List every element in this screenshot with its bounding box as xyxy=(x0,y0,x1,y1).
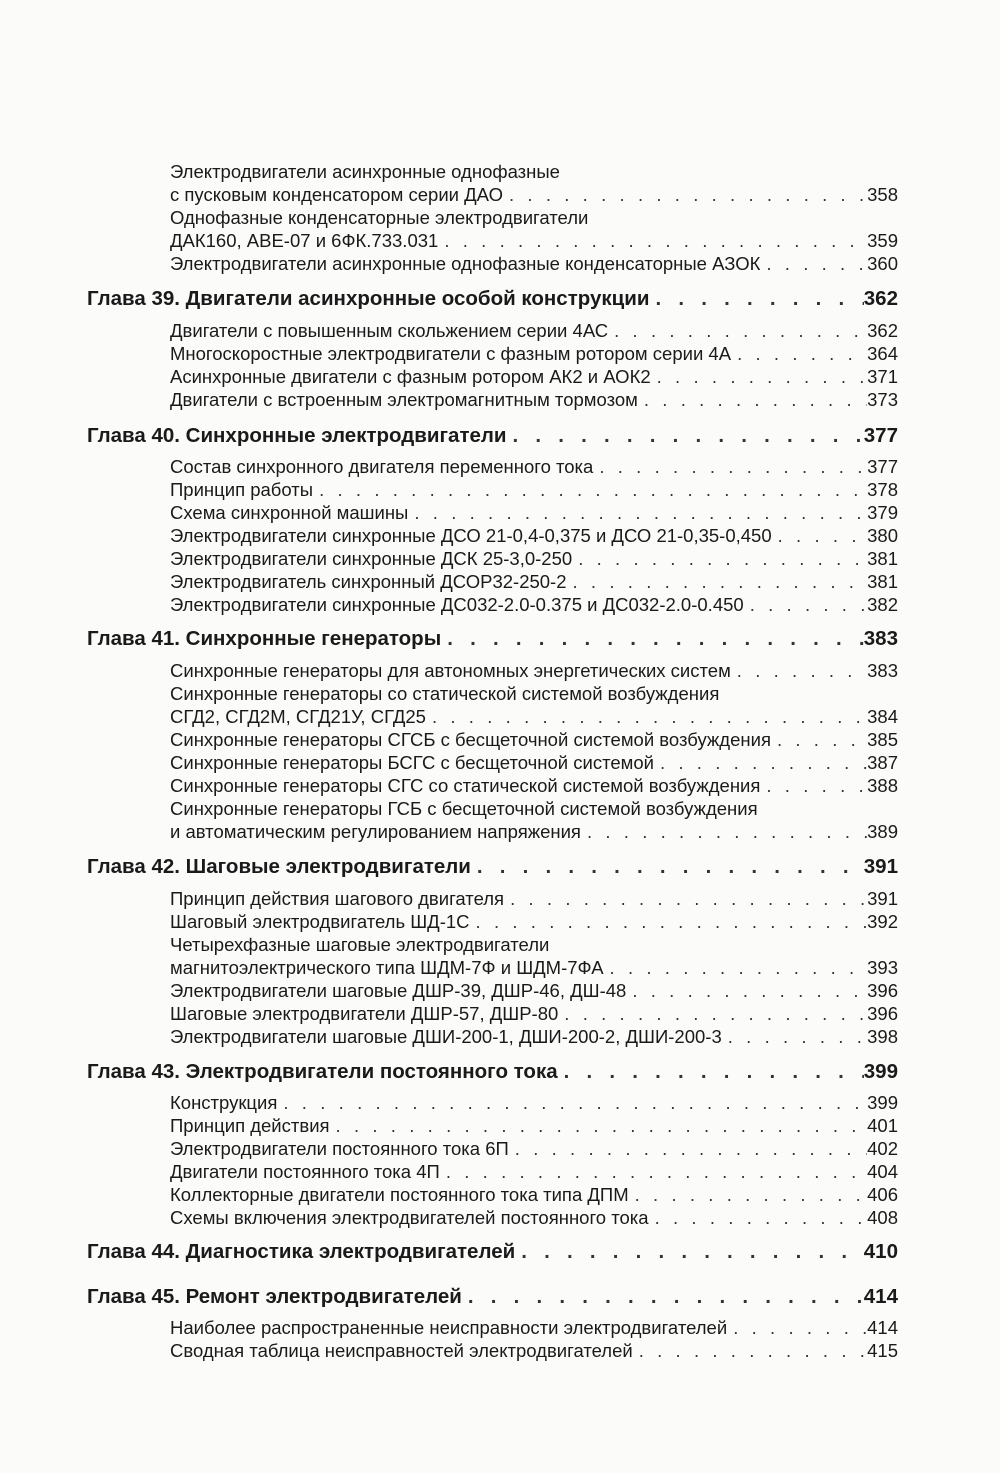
chapter-title: Глава 42. Шаговые электродвигатели xyxy=(87,855,471,878)
section-title: Шаговые электродвигатели ДШР-57, ДШР-80 xyxy=(170,1003,559,1024)
section-line-1: Синхронные генераторы ГСБ с бесщеточной системой возбуждения xyxy=(170,798,758,819)
dot-leader xyxy=(604,956,868,979)
section-title: магнитоэлектрического типа ШДМ-7Ф и ШДМ-7ФА xyxy=(170,957,604,978)
page-number: 360 xyxy=(867,253,898,274)
page-number: 381 xyxy=(867,571,898,592)
section-title: Электродвигатели синхронные ДСО 21-0,4-0,375 и ДСО 21-0,35-0,450 xyxy=(170,525,772,546)
section-title: Синхронные генераторы БСГС с бесщеточной системой xyxy=(170,752,654,773)
page-number: 399 xyxy=(867,1092,898,1113)
dot-leader xyxy=(654,751,867,774)
toc-chapter[interactable] xyxy=(87,853,898,881)
dot-leader xyxy=(504,887,867,910)
dot-leader xyxy=(471,853,864,881)
page-number: 364 xyxy=(867,343,898,364)
chapter-title: Глава 43. Электродвигатели постоянного тока xyxy=(87,1060,558,1083)
dot-leader xyxy=(277,1091,867,1114)
dot-leader xyxy=(731,342,867,365)
page-number: 406 xyxy=(867,1184,898,1205)
section-title: Синхронные генераторы для автономных энергетических систем xyxy=(170,660,731,681)
dot-leader xyxy=(608,319,867,342)
toc-chapter[interactable] xyxy=(87,1283,898,1311)
toc-entry[interactable] xyxy=(170,319,898,342)
section-title: Электродвигатели синхронные ДС032-2.0-0.375 и ДС032-2.0-0.450 xyxy=(170,594,744,615)
toc-entry[interactable] xyxy=(170,388,898,411)
page-number: 380 xyxy=(867,525,898,546)
dot-leader xyxy=(313,478,867,501)
page-number: 385 xyxy=(867,729,898,750)
toc-entry[interactable] xyxy=(170,1206,898,1229)
section-title: Схемы включения электродвигателей постоянного тока xyxy=(170,1207,649,1228)
section-title: Сводная таблица неисправностей электродвигателей xyxy=(170,1340,633,1361)
section-title: Электродвигатели шаговые ДШР-39, ДШР-46, ДШ-48 xyxy=(170,980,627,1001)
dot-leader xyxy=(593,455,867,478)
dot-leader xyxy=(408,501,867,524)
page-number: 362 xyxy=(863,287,898,310)
page-number: 382 xyxy=(867,594,898,615)
page-number: 371 xyxy=(867,366,898,387)
toc-chapter[interactable] xyxy=(87,1058,898,1086)
page-number: 373 xyxy=(867,389,898,410)
dot-leader xyxy=(629,1183,868,1206)
section-line-1: Четырехфазные шаговые электродвигатели xyxy=(170,934,550,955)
section-title: Электродвигатели шаговые ДШИ-200-1, ДШИ-200-2, ДШИ-200-3 xyxy=(170,1026,722,1047)
toc-entry[interactable] xyxy=(170,501,898,524)
section-title: Двигатели с повышенным скольжением серии 4АС xyxy=(170,320,609,341)
dot-leader xyxy=(426,705,867,728)
toc-entry[interactable] xyxy=(170,593,898,616)
page-number: 396 xyxy=(867,1003,898,1024)
toc-entry[interactable] xyxy=(170,979,898,1002)
page-number: 388 xyxy=(867,775,898,796)
dot-leader xyxy=(558,1058,864,1086)
dot-leader xyxy=(626,979,867,1002)
toc-entry[interactable] xyxy=(170,183,898,206)
dot-leader xyxy=(440,1160,867,1183)
dot-leader xyxy=(507,422,864,450)
page-number: 391 xyxy=(863,855,898,878)
toc-entry[interactable] xyxy=(170,1025,898,1048)
dot-leader xyxy=(330,1114,868,1137)
page-number: 379 xyxy=(867,502,898,523)
toc-chapter[interactable] xyxy=(87,285,898,313)
toc-entry[interactable] xyxy=(170,1316,898,1339)
section-title: Электродвигатель синхронный ДСОР32-250-2 xyxy=(170,571,567,592)
section-title: Принцип работы xyxy=(170,479,314,500)
toc-entry[interactable] xyxy=(170,956,898,979)
page-number: 387 xyxy=(867,752,898,773)
page-number: 378 xyxy=(867,479,898,500)
section-line-1: Однофазные конденсаторные электродвигатели xyxy=(170,207,589,228)
page-number: 384 xyxy=(867,706,898,727)
page-number: 391 xyxy=(867,888,898,909)
dot-leader xyxy=(649,1206,868,1229)
toc-entry[interactable] xyxy=(170,1114,898,1137)
section-title: Принцип действия шагового двигателя xyxy=(170,888,505,909)
chapter-title: Глава 41. Синхронные генераторы xyxy=(87,627,442,650)
dot-leader xyxy=(731,659,867,682)
toc-entry[interactable] xyxy=(170,455,898,478)
section-title: СГД2, СГД2М, СГД21У, СГД25 xyxy=(170,706,426,727)
toc-entry[interactable] xyxy=(170,478,898,501)
page-number: 383 xyxy=(867,660,898,681)
toc-entry[interactable] xyxy=(170,887,898,910)
dot-leader xyxy=(581,820,867,843)
dot-leader xyxy=(772,524,867,547)
section-title: Схема синхронной машины xyxy=(170,502,409,523)
section-title: Принцип действия xyxy=(170,1115,330,1136)
toc-entry[interactable] xyxy=(170,659,898,682)
dot-leader xyxy=(503,183,867,206)
page-number: 402 xyxy=(867,1138,898,1159)
page-number: 381 xyxy=(867,548,898,569)
section-title: с пусковым конденсатором серии ДАО xyxy=(170,184,503,205)
toc-entry[interactable] xyxy=(170,1091,898,1114)
section-title: Состав синхронного двигателя переменного тока xyxy=(170,456,594,477)
section-title: Шаговый электродвигатель ШД-1С xyxy=(170,911,470,932)
page-number: 362 xyxy=(867,320,898,341)
page-number: 410 xyxy=(863,1240,898,1263)
page-number: 404 xyxy=(867,1161,898,1182)
dot-leader xyxy=(722,1025,867,1048)
dot-leader xyxy=(744,593,867,616)
section-title: Многоскоростные электродвигатели с фазным ротором серии 4А xyxy=(170,343,732,364)
chapter-title: Глава 40. Синхронные электродвигатели xyxy=(87,424,507,447)
dot-leader xyxy=(651,365,867,388)
section-title: Синхронные генераторы СГС со статической системой возбуждения xyxy=(170,775,761,796)
page-number: 408 xyxy=(867,1207,898,1228)
dot-leader xyxy=(515,1238,864,1266)
page-number: 396 xyxy=(867,980,898,1001)
chapter-title: Глава 39. Двигатели асинхронные особой конструкции xyxy=(87,287,650,310)
toc-entry[interactable] xyxy=(170,365,898,388)
section-title: ДАК160, АВЕ-07 и 6ФК.733.031 xyxy=(170,230,439,251)
section-title: Асинхронные двигатели с фазным ротором АК2 и АОК2 xyxy=(170,366,651,387)
page-number: 359 xyxy=(867,230,898,251)
toc-entry[interactable] xyxy=(170,910,898,933)
dot-leader xyxy=(649,285,863,313)
section-title: Двигатели постоянного тока 4П xyxy=(170,1161,440,1182)
dot-leader xyxy=(760,252,867,275)
dot-leader xyxy=(727,1316,867,1339)
toc-entry[interactable] xyxy=(170,1002,898,1025)
page-number: 415 xyxy=(867,1340,898,1361)
page-number: 383 xyxy=(863,627,898,650)
dot-leader xyxy=(509,1137,867,1160)
dot-leader xyxy=(771,728,867,751)
toc-entry[interactable] xyxy=(170,547,898,570)
toc-entry[interactable] xyxy=(170,728,898,751)
toc-entry[interactable] xyxy=(170,1160,898,1183)
dot-leader xyxy=(441,625,864,653)
dot-leader xyxy=(638,388,867,411)
toc-entry[interactable] xyxy=(170,1339,898,1362)
toc-entry[interactable] xyxy=(170,820,898,843)
toc-entry[interactable] xyxy=(170,524,898,547)
page-number: 358 xyxy=(867,184,898,205)
toc-chapter[interactable] xyxy=(87,625,898,653)
dot-leader xyxy=(567,570,868,593)
section-title: и автоматическим регулированием напряжения xyxy=(170,821,581,842)
section-title: Синхронные генераторы СГСБ с бесщеточной системой возбуждения xyxy=(170,729,771,750)
section-title: Конструкция xyxy=(170,1092,278,1113)
page-number: 401 xyxy=(867,1115,898,1136)
toc-entry[interactable] xyxy=(170,570,898,593)
page-number: 389 xyxy=(867,821,898,842)
section-title: Электродвигатели постоянного тока 6П xyxy=(170,1138,509,1159)
dot-leader xyxy=(470,910,868,933)
toc-entry[interactable] xyxy=(170,751,898,774)
page-number: 398 xyxy=(867,1026,898,1047)
toc-entry[interactable] xyxy=(170,705,898,728)
chapter-title: Глава 44. Диагностика электродвигателей xyxy=(87,1240,516,1263)
page-number: 377 xyxy=(863,424,898,447)
dot-leader xyxy=(462,1283,864,1311)
page-number: 414 xyxy=(863,1285,898,1308)
toc-entry[interactable] xyxy=(170,252,898,275)
page-number: 414 xyxy=(867,1317,898,1338)
section-title: Коллекторные двигатели постоянного тока типа ДПМ xyxy=(170,1184,629,1205)
page-number: 392 xyxy=(867,911,898,932)
toc-entry[interactable] xyxy=(170,774,898,797)
section-title: Двигатели с встроенным электромагнитным тормозом xyxy=(170,389,638,410)
toc-entry[interactable] xyxy=(170,1183,898,1206)
toc-entry[interactable] xyxy=(170,342,898,365)
section-title: Наиболее распространенные неисправности электродвигателей xyxy=(170,1317,728,1338)
page-number: 393 xyxy=(867,957,898,978)
dot-leader xyxy=(633,1339,867,1362)
section-line-1: Синхронные генераторы со статической системой возбуждения xyxy=(170,683,720,704)
page-number: 399 xyxy=(863,1060,898,1083)
dot-leader xyxy=(438,229,867,252)
toc-entry[interactable] xyxy=(170,229,898,252)
section-title: Электродвигатели синхронные ДСК 25-3,0-250 xyxy=(170,548,573,569)
section-title: Электродвигатели асинхронные однофазные конденсаторные АЗОК xyxy=(170,253,761,274)
toc-entry[interactable] xyxy=(170,1137,898,1160)
page-number: 377 xyxy=(867,456,898,477)
dot-leader xyxy=(572,547,867,570)
dot-leader xyxy=(558,1002,867,1025)
toc-chapter[interactable] xyxy=(87,1238,898,1266)
section-line-1: Электродвигатели асинхронные однофазные xyxy=(170,161,560,182)
chapter-title: Глава 45. Ремонт электродвигателей xyxy=(87,1285,462,1308)
dot-leader xyxy=(760,774,867,797)
toc-chapter[interactable] xyxy=(87,422,898,450)
